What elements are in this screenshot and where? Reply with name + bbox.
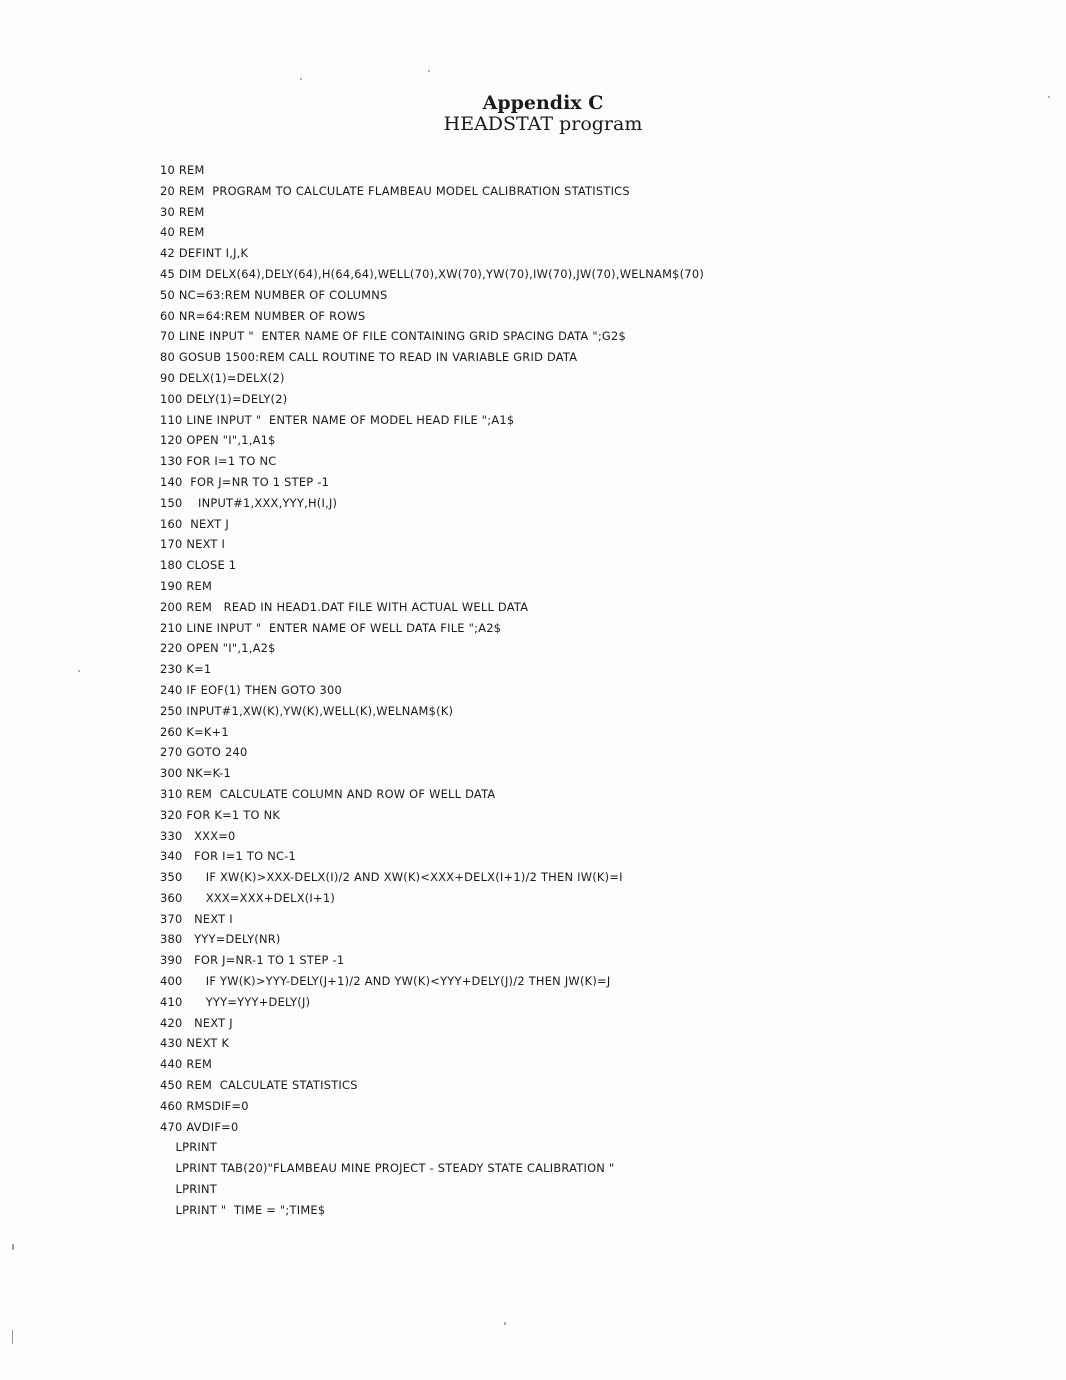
code-line: 230 K=1 bbox=[160, 662, 212, 677]
code-line: 30 REM bbox=[160, 204, 205, 219]
code-line: 45 DIM DELX(64),DELY(64),H(64,64),WELL(70),XW(70),YW(70),IW(70),JW(70),WELNAM$(70) bbox=[160, 266, 705, 281]
code-line: 140 FOR J=NR TO 1 STEP -1 bbox=[160, 474, 330, 489]
code-line: 190 REM bbox=[160, 578, 213, 593]
code-line: 42 DEFINT I,J,K bbox=[160, 246, 249, 261]
code-line: 350 IF XW(K)>XXX-DELX(I)/2 AND XW(K)<XXX+DELX(I+1)/2 THEN IW(K)=I bbox=[160, 870, 623, 885]
code-line: 120 OPEN "I",1,A1$ bbox=[160, 433, 276, 448]
appendix-title: Appendix C bbox=[482, 92, 604, 114]
code-line: 450 REM CALCULATE STATISTICS bbox=[160, 1078, 358, 1093]
code-line: 460 RMSDIF=0 bbox=[160, 1098, 249, 1113]
scan-speck bbox=[1048, 96, 1050, 98]
code-line: 400 IF YW(K)>YYY-DELY(J+1)/2 AND YW(K)<YYY+DELY(J)/2 THEN JW(K)=J bbox=[160, 974, 611, 989]
code-line: 80 GOSUB 1500:REM CALL ROUTINE TO READ IN VARIABLE GRID DATA bbox=[160, 350, 578, 365]
code-listing bbox=[160, 160, 1040, 1221]
code-line: 390 FOR J=NR-1 TO 1 STEP -1 bbox=[160, 953, 345, 968]
code-line: 110 LINE INPUT " ENTER NAME OF MODEL HEAD FILE ";A1$ bbox=[160, 412, 515, 427]
code-line: 270 GOTO 240 bbox=[160, 745, 248, 760]
code-line: 440 REM bbox=[160, 1057, 213, 1072]
code-line: 210 LINE INPUT " ENTER NAME OF WELL DATA FILE ";A2$ bbox=[160, 620, 502, 635]
code-line: 380 YYY=DELY(NR) bbox=[160, 932, 281, 947]
scan-speck bbox=[300, 78, 302, 80]
scan-speck bbox=[78, 670, 80, 672]
code-line: 50 NC=63:REM NUMBER OF COLUMNS bbox=[160, 287, 388, 302]
code-line: 180 CLOSE 1 bbox=[160, 558, 237, 573]
code-line: LPRINT bbox=[160, 1182, 217, 1197]
code-line: 420 NEXT J bbox=[160, 1015, 233, 1030]
code-line: 40 REM bbox=[160, 225, 205, 240]
code-line: 470 AVDIF=0 bbox=[160, 1119, 239, 1134]
code-line: 240 IF EOF(1) THEN GOTO 300 bbox=[160, 682, 343, 697]
code-line: 10 REM bbox=[160, 163, 205, 177]
code-line: 200 REM READ IN HEAD1.DAT FILE WITH ACTUAL WELL DATA bbox=[160, 599, 529, 614]
program-title: HEADSTAT program bbox=[443, 113, 643, 135]
code-line: 360 XXX=XXX+DELX(I+1) bbox=[160, 890, 336, 905]
code-line: 90 DELX(1)=DELX(2) bbox=[160, 370, 285, 385]
code-line: 130 FOR I=1 TO NC bbox=[160, 454, 277, 469]
code-line: 100 DELY(1)=DELY(2) bbox=[160, 391, 288, 406]
code-line: 410 YYY=YYY+DELY(J) bbox=[160, 994, 311, 1009]
code-line: 320 FOR K=1 TO NK bbox=[160, 807, 281, 822]
code-line: 160 NEXT J bbox=[160, 516, 229, 531]
code-line: 250 INPUT#1,XW(K),YW(K),WELL(K),WELNAM$(K) bbox=[160, 703, 454, 718]
code-line: 370 NEXT I bbox=[160, 911, 233, 926]
code-line: LPRINT " TIME = ";TIME$ bbox=[160, 1202, 326, 1217]
code-line: 310 REM CALCULATE COLUMN AND ROW OF WELL DATA bbox=[160, 786, 496, 801]
scan-speck bbox=[12, 1244, 14, 1250]
scan-speck bbox=[12, 1330, 13, 1344]
code-line: 170 NEXT I bbox=[160, 537, 226, 552]
code-line: 150 INPUT#1,XXX,YYY,H(I,J) bbox=[160, 495, 338, 510]
code-line: 260 K=K+1 bbox=[160, 724, 229, 739]
code-line: 340 FOR I=1 TO NC-1 bbox=[160, 849, 297, 864]
scan-speck bbox=[428, 70, 430, 72]
code-line: 330 XXX=0 bbox=[160, 828, 236, 843]
code-line: 220 OPEN "I",1,A2$ bbox=[160, 641, 276, 656]
code-line: 60 NR=64:REM NUMBER OF ROWS bbox=[160, 308, 366, 323]
code-line: 70 LINE INPUT " ENTER NAME OF FILE CONTAINING GRID SPACING DATA ";G2$ bbox=[160, 329, 626, 344]
code-line: 430 NEXT K bbox=[160, 1036, 230, 1051]
code-line: 300 NK=K-1 bbox=[160, 766, 232, 781]
scan-speck bbox=[504, 1322, 506, 1325]
code-line: LPRINT bbox=[160, 1140, 217, 1155]
code-line: LPRINT TAB(20)"FLAMBEAU MINE PROJECT - STEADY STATE CALIBRATION " bbox=[160, 1161, 615, 1176]
code-line: 20 REM PROGRAM TO CALCULATE FLAMBEAU MODEL CALIBRATION STATISTICS bbox=[160, 183, 630, 198]
